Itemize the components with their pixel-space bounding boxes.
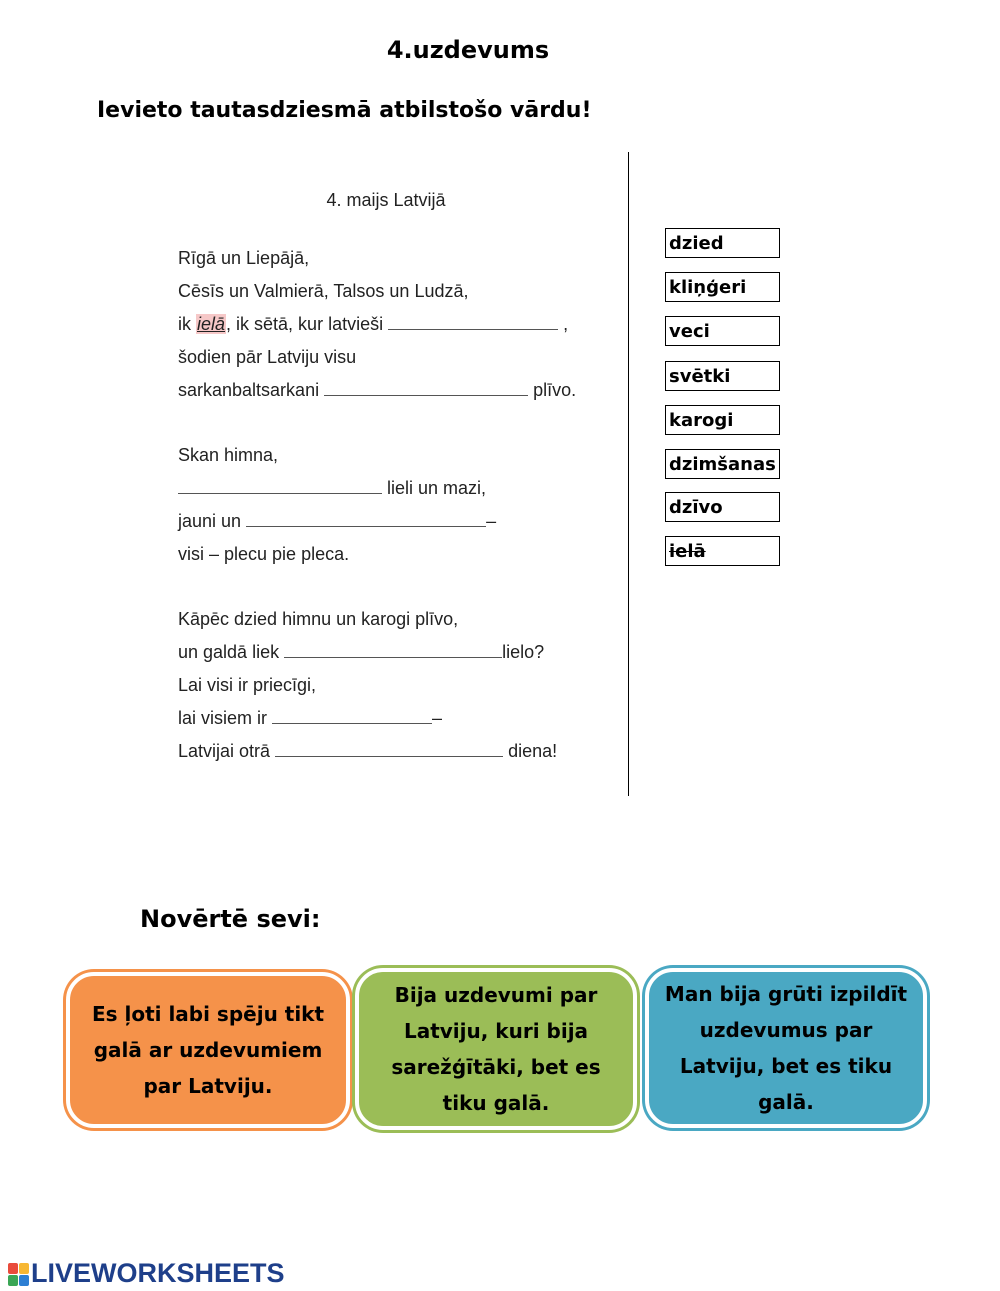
poem-line: Cēsīs un Valmierā, Talsos un Ludzā, bbox=[178, 281, 469, 301]
word-option[interactable]: karogi bbox=[665, 405, 780, 435]
instruction-text: Ievieto tautasdziesmā atbilstošo vārdu! bbox=[97, 98, 592, 123]
poem-line: lai visiem ir – bbox=[178, 702, 618, 735]
page-title: 4.uzdevums bbox=[386, 36, 550, 64]
assessment-card-text: Man bija grūti izpildīt uzdevumus par Latviju, bet es tiku galā. bbox=[664, 982, 908, 1114]
answer-blank[interactable] bbox=[388, 311, 558, 330]
word-option[interactable]: svētki bbox=[665, 361, 780, 391]
assessment-card-green[interactable] bbox=[355, 968, 637, 1130]
poem-line: Latvijai otrā diena! bbox=[178, 735, 618, 768]
poem-line: Rīgā un Liepājā, bbox=[178, 248, 310, 268]
poem-line: Kāpēc dzied himnu un karogi plīvo, bbox=[178, 609, 459, 629]
word-option[interactable]: dzied bbox=[665, 228, 780, 258]
poem-line: ik ielā, ik sētā, kur latvieši , bbox=[178, 308, 618, 341]
poem-line: visi – plecu pie pleca. bbox=[178, 544, 350, 564]
filled-answer[interactable]: ielā bbox=[197, 314, 226, 334]
answer-blank[interactable] bbox=[246, 508, 486, 527]
word-option[interactable]: dzimšanas bbox=[665, 449, 780, 479]
word-option-used[interactable]: ielā bbox=[665, 536, 780, 566]
self-assessment-title: Novērtē sevi: bbox=[140, 905, 321, 933]
poem-line: Lai visi ir priecīgi, bbox=[178, 675, 317, 695]
column-divider bbox=[628, 152, 629, 796]
answer-blank[interactable] bbox=[178, 475, 382, 494]
poem-line: jauni un – bbox=[178, 505, 618, 538]
poem-line: un galdā liek lielo? bbox=[178, 636, 618, 669]
poem-line: Skan himna, bbox=[178, 445, 279, 465]
poem bbox=[178, 190, 618, 768]
poem-line: sarkanbaltsarkani plīvo. bbox=[178, 374, 618, 407]
poem-line: šodien pār Latviju visu bbox=[178, 347, 357, 367]
answer-blank[interactable] bbox=[272, 705, 432, 724]
assessment-card-blue[interactable] bbox=[645, 968, 927, 1128]
answer-blank[interactable] bbox=[275, 738, 503, 757]
logo-icon bbox=[8, 1263, 28, 1285]
logo-text: LIVEWORKSHEETS bbox=[31, 1258, 285, 1288]
answer-blank[interactable] bbox=[324, 377, 528, 396]
assessment-card-text: Es ļoti labi spēju tikt galā ar uzdevumiem par Latviju. bbox=[91, 1002, 325, 1098]
poem-title: 4. maijs Latvijā bbox=[326, 190, 446, 210]
assessment-card-text: Bija uzdevumi par Latviju, kuri bija sarežģītāki, bet es tiku galā. bbox=[391, 983, 601, 1115]
assessment-card-orange[interactable] bbox=[66, 972, 350, 1128]
liveworksheets-logo bbox=[8, 1258, 285, 1289]
word-option[interactable]: kliņģeri bbox=[665, 272, 780, 302]
word-option[interactable]: veci bbox=[665, 316, 780, 346]
answer-blank[interactable] bbox=[284, 639, 502, 658]
word-option[interactable]: dzīvo bbox=[665, 492, 780, 522]
poem-line: lieli un mazi, bbox=[178, 472, 618, 505]
